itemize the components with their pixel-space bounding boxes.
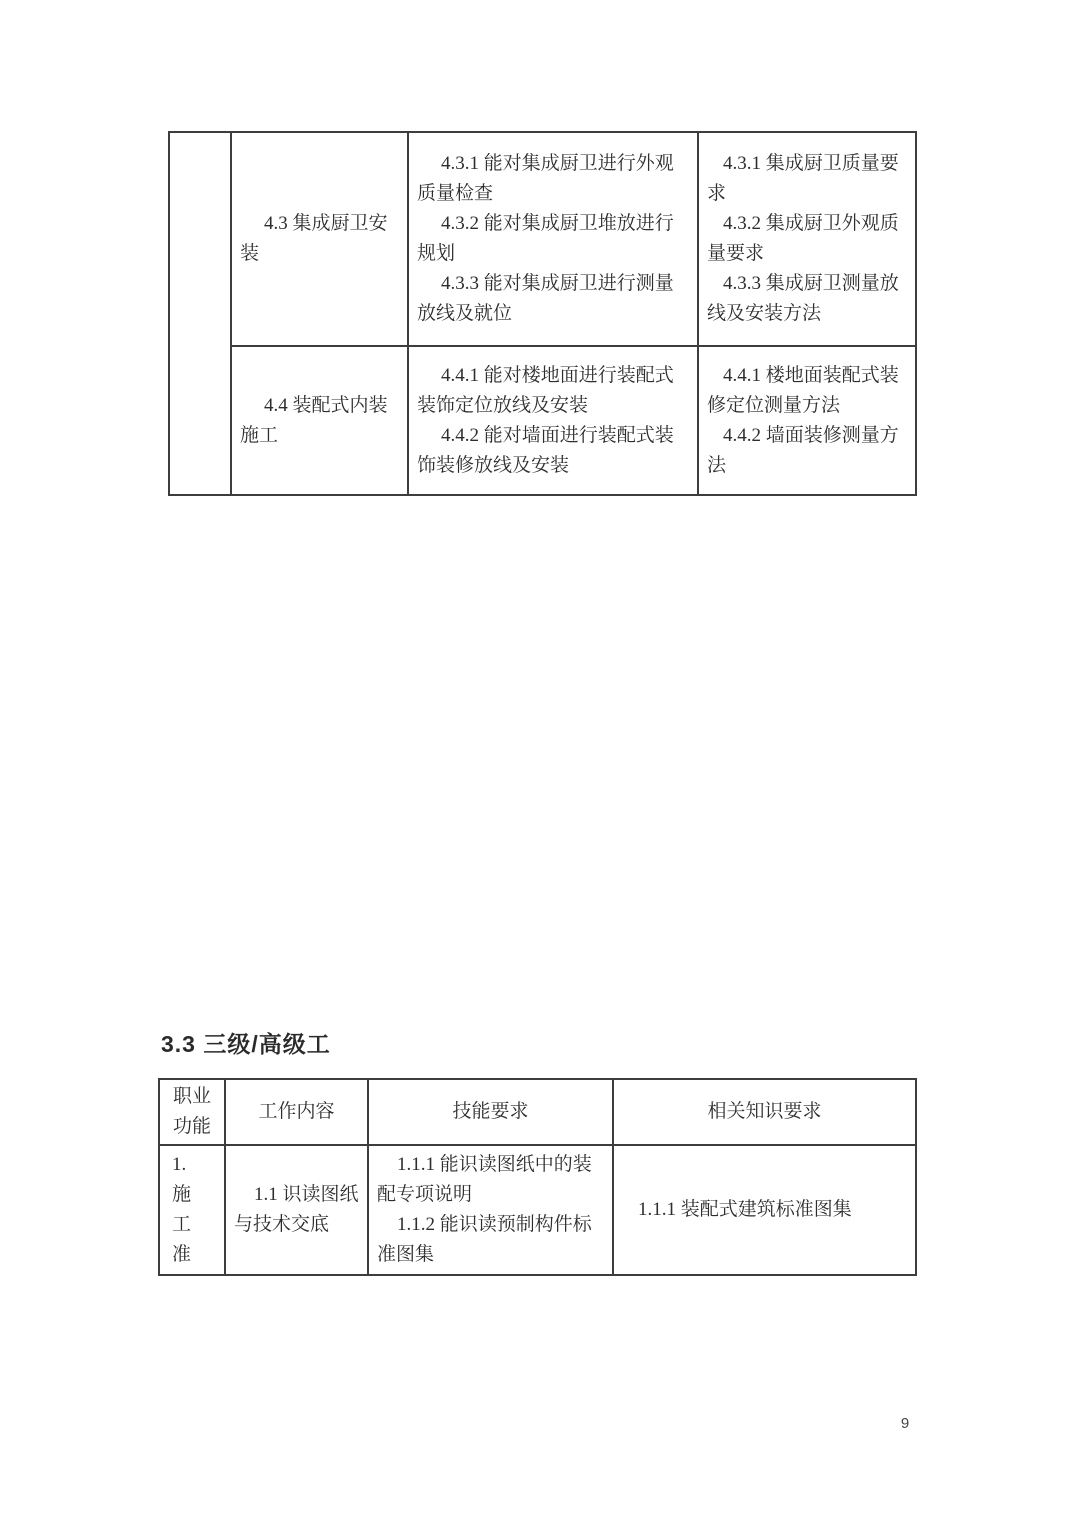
work-content-cell: [231, 132, 408, 346]
work-content-text: 4.4 装配式内装施工: [240, 394, 388, 446]
work-content-text: 1.1 识读图纸与技术交底: [234, 1184, 359, 1235]
skill-item: 4.4.2 能对墙面进行装配式装饰装修放线及安装: [417, 424, 674, 476]
section-heading: 3.3 三级/高级工: [161, 1031, 331, 1057]
table-row: [169, 346, 916, 495]
skills-cell: [408, 132, 698, 346]
header-function-line: 职业: [172, 1086, 211, 1107]
header-function-line: 功能: [172, 1116, 211, 1137]
skill-item: 4.3.2 能对集成厨卫堆放进行规划: [417, 213, 674, 264]
function-cell-empty: [169, 132, 231, 495]
knowledge-cell: [613, 1145, 916, 1275]
knowledge-cell: [698, 132, 916, 346]
table-row: [159, 1145, 916, 1275]
knowledge-item: 4.3.2 集成厨卫外观质量要求: [707, 213, 899, 264]
knowledge-item: 4.3.1 集成厨卫质量要求: [707, 153, 899, 204]
level3-standard-table: [158, 1078, 917, 1276]
function-line: 1.: [172, 1154, 187, 1175]
skill-item: 4.3.1 能对集成厨卫进行外观质量检查: [417, 153, 674, 204]
knowledge-item: 4.3.3 集成厨卫测量放线及安装方法: [707, 273, 899, 324]
header-knowledge: 相关知识要求: [613, 1079, 916, 1145]
work-content-text: 4.3 集成厨卫安装: [240, 213, 388, 264]
skill-item: 4.3.3 能对集成厨卫进行测量放线及就位: [417, 273, 674, 324]
work-content-cell: [231, 346, 408, 495]
skills-cell: [368, 1145, 613, 1275]
table-header-row: [159, 1079, 916, 1145]
skill-item: 1.1.2 能识读预制构件标准图集: [377, 1214, 592, 1265]
knowledge-cell: [698, 346, 916, 495]
skill-item: 4.4.1 能对楼地面进行装配式装饰定位放线及安装: [417, 364, 674, 416]
skill-item: 1.1.1 能识读图纸中的装配专项说明: [377, 1154, 592, 1205]
function-line: 施: [172, 1184, 192, 1205]
function-line: 准: [172, 1244, 192, 1265]
knowledge-item: 4.4.1 楼地面装配式装修定位测量方法: [707, 364, 899, 416]
knowledge-item: 4.4.2 墙面装修测量方法: [707, 424, 899, 476]
skills-cell: [408, 346, 698, 495]
page-number: 9: [900, 1415, 910, 1432]
knowledge-item: 1.1.1 装配式建筑标准图集: [638, 1199, 852, 1220]
header-skills: 技能要求: [368, 1079, 613, 1145]
level2-standard-table: [168, 131, 917, 496]
header-work-content: 工作内容: [225, 1079, 368, 1145]
header-function: [159, 1079, 225, 1145]
function-cell: [159, 1145, 225, 1275]
function-line: 工: [172, 1214, 192, 1235]
work-content-cell: [225, 1145, 368, 1275]
table-row: [169, 132, 916, 346]
